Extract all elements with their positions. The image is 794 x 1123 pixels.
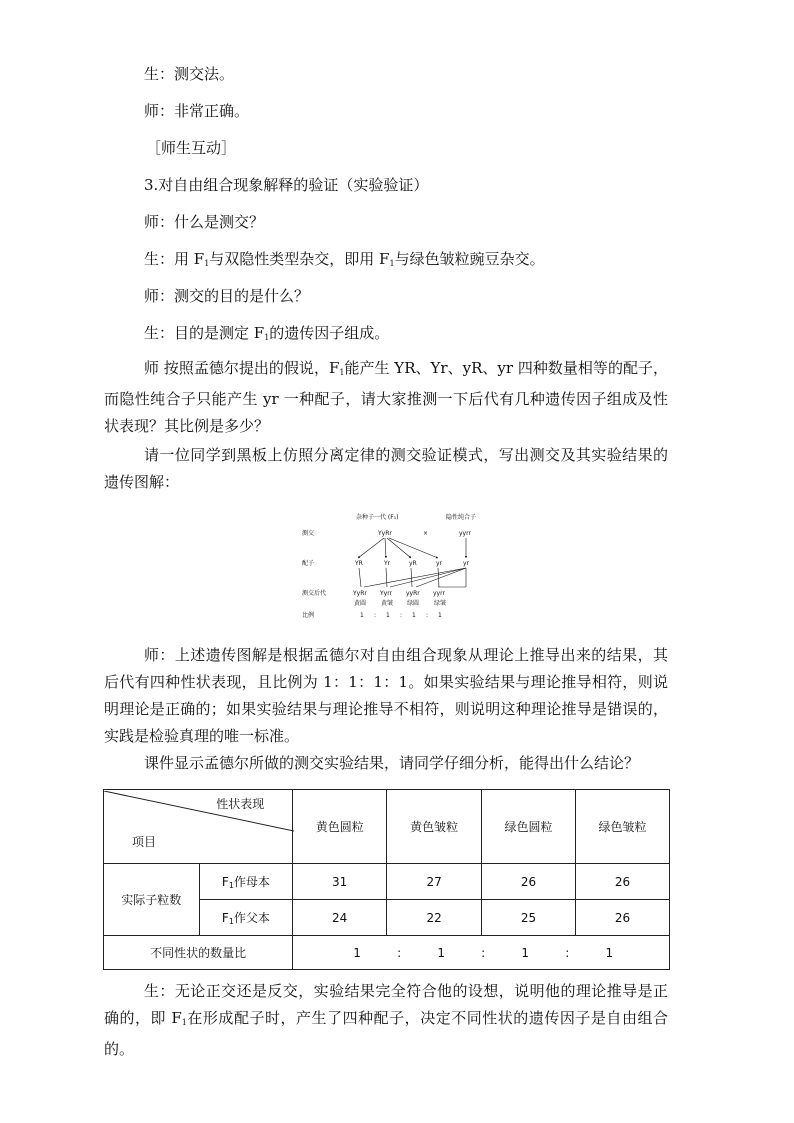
table-ratio-row [104,936,670,970]
column-header: 黄色皱粒 [387,790,482,864]
table-cell: 26 [576,864,670,900]
diagram-parent2: yyrr [459,530,471,537]
header-traits: 性状表现 [216,796,265,811]
header-item: 项目 [132,834,157,849]
cross-line [359,568,361,587]
paragraph [104,978,668,1063]
cross-line [416,568,466,587]
ratio-value: 1 [605,945,614,960]
cross-line [364,568,466,587]
subscript: 1 [181,1018,187,1027]
column-header: 黄色圆粒 [293,790,387,864]
dialogue-line: 师：测交的目的是什么？ [144,287,310,305]
cross-line [411,568,412,587]
diagram-parent2-label: 隐性纯合子 [446,514,477,521]
diagram-ratio: 1 [360,612,364,619]
section-heading: 3.对自由组合现象解释的验证（实验验证） [144,176,429,194]
diagram-gamete: Yr [384,560,391,567]
text-run: F [221,875,229,889]
text-run: 在形成配子时，产生了四种配子，决定不同性状的遗传因子是自由组合的。 [104,1009,668,1058]
text-run: 生：无论正交还是反交，实验结果完全符合他的设想，说明他的理论推导是正确的，即 F [104,982,668,1027]
diagram-ratio: 1 [412,612,416,619]
diagram-offspring: yyRr [406,590,420,597]
ratio-label: 不同性状的数量比 [104,936,293,970]
diagram-offspring: YyRr [353,590,367,597]
dialogue-line [144,323,389,348]
text-run: 与双隐性类型杂交，即用 F [209,250,390,268]
diagram-gamete: yr [463,560,470,567]
table-header-row [104,790,670,864]
table-row [104,864,670,900]
subscript: 1 [228,881,234,890]
diagonal-line [104,791,294,863]
cross-line [438,568,439,587]
column-header: 绿色皱粒 [576,790,670,864]
diagram-row-offspring: 测交后代 [302,590,327,597]
diagram-parent1-label: 杂种子一代 (F₁) [356,514,399,521]
diagram-row-cross: 测交 [302,530,315,537]
text-run: 与绿色皱粒豌豆杂交。 [394,250,545,268]
paragraph [104,355,668,440]
diagram-row-ratio: 比例 [302,612,315,619]
paragraph: 课件显示孟德尔所做的测交实验结果，请同学仔细分析，能得出什么结论？ [144,754,640,772]
text-run: 的遗传因子组成。 [269,324,390,342]
section-tag: ［师生互动］ [146,139,237,157]
dialogue-line: 师：非常正确。 [144,102,250,120]
ratio-value: 1 [521,945,530,960]
diagram-gamete: yR [409,560,417,567]
diagram-gamete: YR [355,560,363,567]
ratio-value: 1 [437,945,445,960]
group-label: 实际子粒数 [104,864,200,936]
subscript: 1 [204,259,210,268]
text-run: 作父本 [233,911,270,925]
diagram-offspring: yyrr [433,590,445,597]
results-table [103,789,670,970]
diagonal-header-cell [104,790,293,864]
diagram-ratio: : [426,612,429,619]
gamete-arrow [385,538,386,558]
dialogue-line [144,249,545,274]
diagram-row-gamete: 配子 [302,560,315,567]
gamete-arrow [389,538,438,558]
text-run: F [221,911,229,925]
table-cell: 31 [293,864,387,900]
diagram-ratio: 1 [386,612,390,619]
paragraph: 师：上述遗传图解是根据孟德尔对自由组合现象从理论上推导出来的结果，其后代有四种性状表现，且比例为 1：1：1：1。如果实验结果与理论推导相符，则说明理论是正确的；如果实验结果与理论推导不相符，则说明这种理论推导是错误的，实践是检验真理的唯一标准。 [104,646,668,745]
diagram-phenotype: 绿皱 [434,600,447,607]
table-cell: 24 [293,900,387,936]
subscript: 1 [264,333,270,342]
diagram-ratio: : [374,612,377,619]
ratio-value: 1 [353,945,361,960]
dialogue-line: 师：什么是测交？ [144,213,265,231]
cross-line [390,568,466,587]
diagram-phenotype: 黄皱 [381,600,394,607]
ratio-separator: : [397,945,402,960]
diagram-phenotype: 绿圆 [407,600,420,607]
ratio-cell [293,936,670,970]
diagram-ratio: 1 [438,612,442,619]
text-run: 作母本 [233,875,270,889]
subscript: 1 [339,368,345,377]
subscript: 1 [228,917,234,926]
text-run: 师 按照孟德尔提出的假说，F [144,359,340,377]
gamete-arrow [358,538,384,558]
text-run: 生：目的是测定 F [144,324,265,342]
diagram-parent1: YyRr [378,530,392,537]
subscript: 1 [389,259,395,268]
table-cell: 25 [482,900,576,936]
row-label [199,864,293,900]
ratio-separator: : [565,945,570,960]
ratio-separator: : [481,945,486,960]
table-cell: 27 [387,864,482,900]
column-header: 绿色圆粒 [482,790,576,864]
cross-line [386,568,387,587]
text-run: 能产生 YR、Yr、yR、yr 四种数量相等的配子，而隐性纯合子只能产生 yr 一种配子，请大家推测一下后代有几种遗传因子组成及性状表现？其比例是多少？ [104,359,668,435]
diagram-ratio: : [400,612,403,619]
dialogue-line: 生：测交法。 [144,65,235,83]
table-cell: 22 [387,900,482,936]
table-cell: 26 [576,900,670,936]
diagram-phenotype: 黄圆 [354,600,367,607]
table-cell: 26 [482,864,576,900]
diagram-gamete: yr [436,560,443,567]
gamete-arrow [387,538,411,558]
text-run: 生：用 F [144,250,205,268]
diagram-offspring: Yyrr [380,590,393,597]
diagram-cross-sign: × [423,530,429,537]
paragraph: 请一位同学到黑板上仿照分离定律的测交验证模式，写出测交及其实验结果的遗传图解： [104,446,668,491]
row-label [199,900,293,936]
testcross-diagram [298,510,502,622]
